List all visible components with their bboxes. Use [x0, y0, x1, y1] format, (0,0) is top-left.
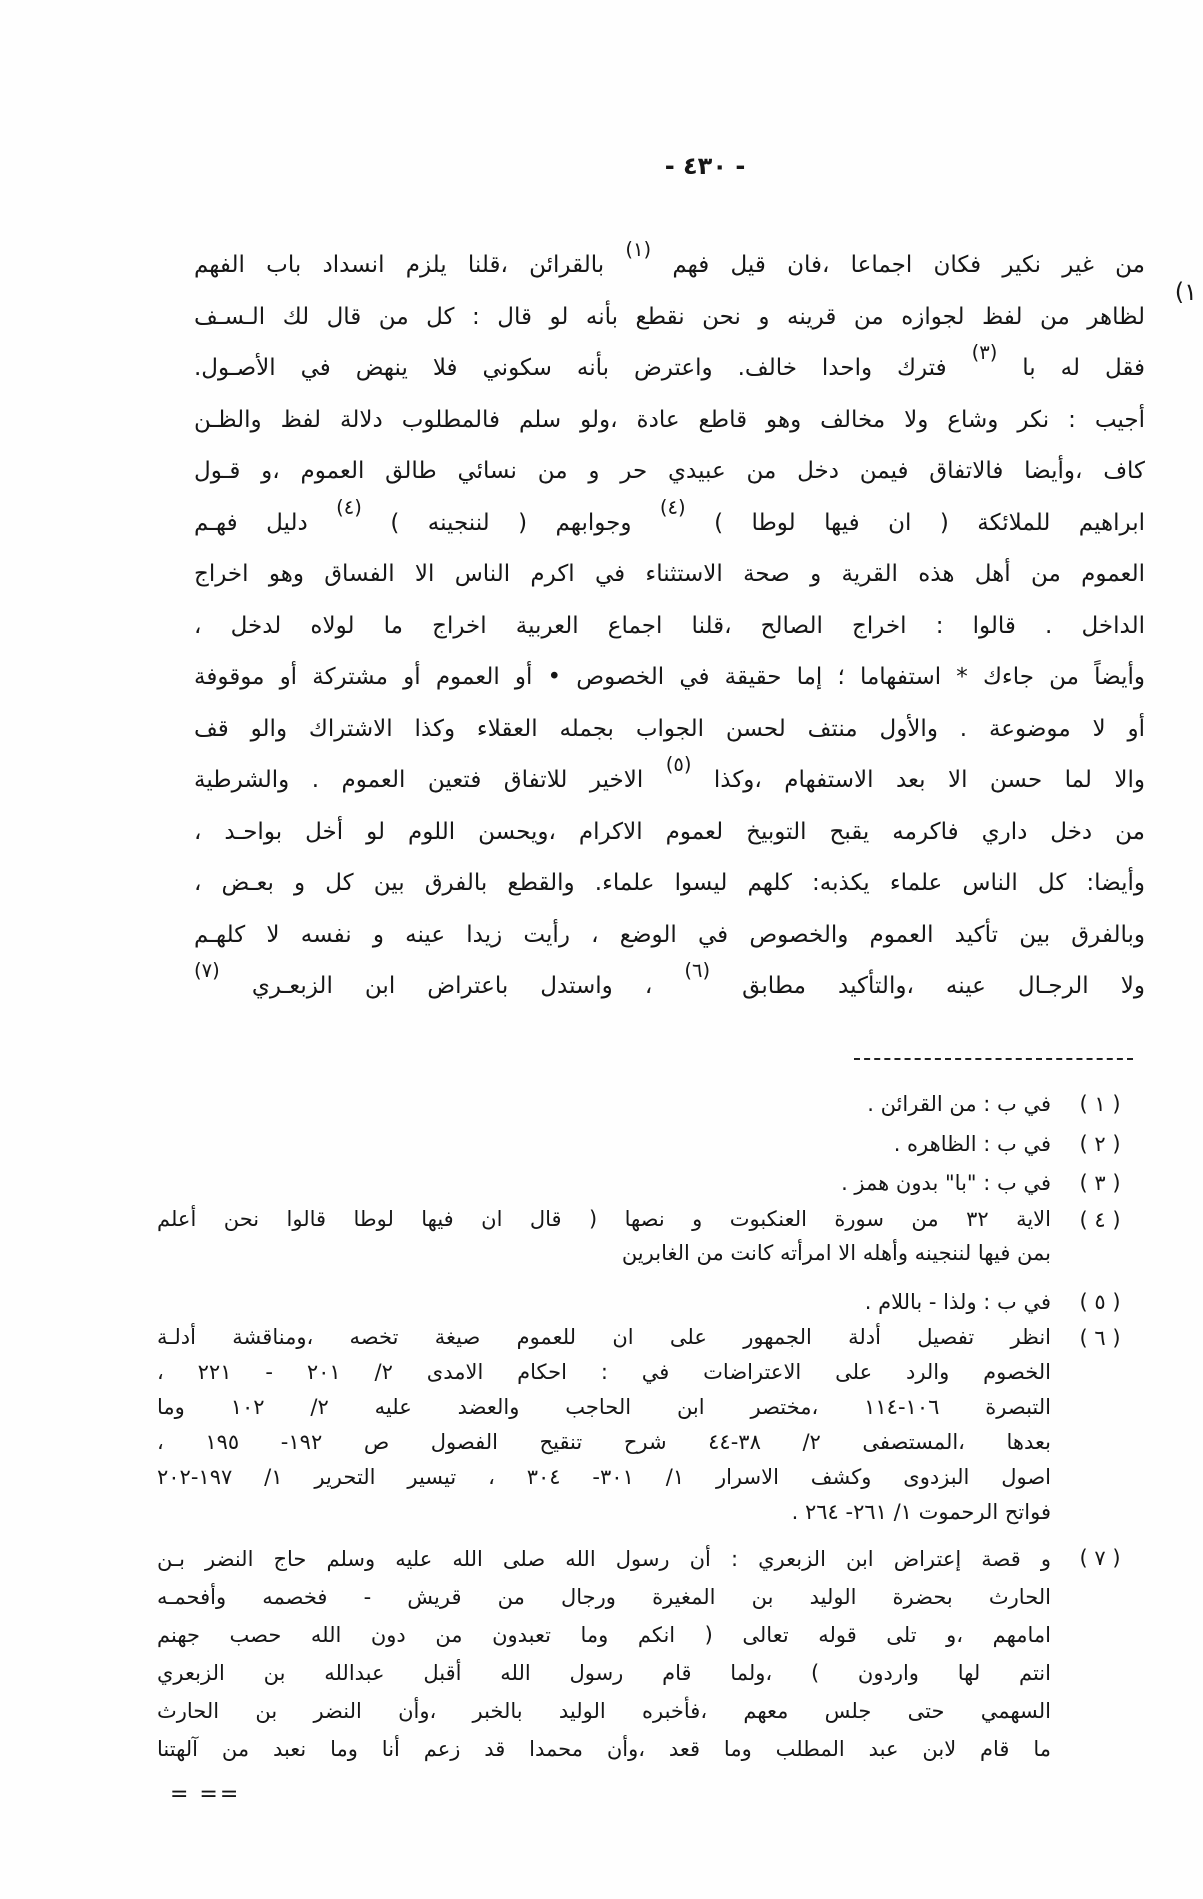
footnote-line: الاية ٣٢ من سورة العنكبوت و نصها ( قال ان فيها لوطا قالوا نحن أعلم [157, 1207, 1051, 1231]
text-segment: الداخل . قالوا : اخراج الصالح ،قلنا اجماع العربية اخراج ما لولاه لدخل ، [194, 612, 1145, 639]
footnote-line: في ب : من القرائن . [867, 1092, 1051, 1116]
text-segment: من غير نكير فكان اجماعا ،فان قيل فهم [651, 252, 1145, 278]
footnote-body [157, 1320, 1051, 1530]
footnote-line: انظر تفصيل أدلة الجمهور على ان للعموم صيغة تخصه ،ومناقشة أدلـة [157, 1325, 1051, 1349]
text-line [194, 292, 1145, 344]
text-line [194, 549, 1145, 601]
text-segment: والا لما حسن الا بعد الاستفهام ،وكذا [691, 767, 1145, 793]
text-segment: فقل له با [997, 355, 1145, 381]
footnote-ref-marker: (٤) [336, 495, 362, 519]
margin-footnote-marker: (١ [1174, 278, 1197, 306]
page-number: - ٤٣٠ - [664, 152, 746, 180]
footnote-line: امامهم ،و تلى قوله تعالى ( انكم وما تعبدون من دون الله حصب جهنم [157, 1623, 1051, 1647]
footnote-line: اصول البزدوى وكشف الاسرار ١/ ٣٠١- ٣٠٤ ، تيسير التحرير ١/ ١٩٧-٢٠٢ [157, 1465, 1051, 1489]
footnote-line: انتم لها واردون ) ،ولما قام رسول الله أقبل عبدالله بن الزبعري [157, 1661, 1051, 1685]
text-segment: دليل فهـم [194, 509, 337, 536]
footnote-body [157, 1202, 1051, 1270]
footnote-ref-marker: (٥) [665, 753, 692, 777]
text-segment: ابراهيم للملائكة ( ان فيها لوطا ) [685, 509, 1146, 536]
footnote-body [157, 1165, 1051, 1201]
text-line [194, 446, 1145, 498]
text-segment: وجوابهم ( لننجينه ) [361, 509, 660, 536]
footnote-ref-marker: (٣) [971, 341, 998, 365]
text-segment: وأيضاً من جاءك * استفهاما ؛ إما حقيقة في الخصوص • أو العموم أو مشتركة أو موقوفة [194, 664, 1145, 690]
footnote-line: السهمي حتى جلس معهم ،فأخبره الوليد بالخبر ،وأن النضر بن الحارث [157, 1699, 1051, 1723]
footnote-number: ( ٦ ) [1079, 1326, 1121, 1350]
footnote-number: ( ٥ ) [1079, 1290, 1121, 1314]
footnote-ref-marker: (٤) [659, 495, 686, 519]
footnote-number: ( ٣ ) [1079, 1171, 1121, 1195]
text-line [194, 910, 1145, 962]
text-line [194, 755, 1145, 807]
footnote-line: ما قام لابن عبد المطلب وما قعد ،وأن محمدا قد زعم أنا وما نعبد من آلهتنا [157, 1737, 1051, 1761]
footnote-line: بعدها ،المستصفى ٢/ ٣٨-٤٤ شرح تنقيح الفصول ص ١٩٢- ١٩٥ ، [157, 1430, 1052, 1454]
text-segment: الاخير للاتفاق فتعين العموم . والشرطية [194, 767, 666, 793]
text-line [194, 601, 1145, 653]
text-segment: فترك واحدا خالف. واعترض بأنه سكوني فلا ينهض في الأصـول. [194, 355, 972, 381]
footnote-line: الحارث بحضرة الوليد بن المغيرة ورجال من قريش - فخصمه وأفحمـه [157, 1585, 1051, 1609]
footnote-number: ( ٧ ) [1079, 1546, 1121, 1570]
text-line [194, 395, 1145, 447]
text-line [194, 807, 1145, 859]
text-line [194, 343, 1145, 395]
footnote-line: في ب : ولذا - باللام . [864, 1290, 1051, 1314]
text-segment: ، واستدل باعتراض ابن الزبعـري [219, 973, 685, 999]
footnote-number: ( ٢ ) [1079, 1132, 1121, 1156]
footnote-line: و قصة إعتراض ابن الزبعري : أن رسول الله صلى الله عليه وسلم حاج النضر بـن [157, 1547, 1051, 1571]
text-segment: بالقرائن ،قلنا يلزم انسداد باب الفهم [194, 252, 626, 278]
footnote-body [157, 1086, 1051, 1122]
text-segment: العموم من أهل هذه القرية و صحة الاستثناء في اكرم الناس الا الفساق وهو اخراج [194, 561, 1145, 587]
text-line [194, 495, 1146, 550]
footnote-number: ( ٤ ) [1079, 1208, 1121, 1232]
text-segment: لظاهر من لفظ لجوازه من قرينه و نحن نقطع بأنه لو قال : كل من قال لك الـسـف [194, 303, 1145, 330]
text-segment: أجيب : نكر وشاع ولا مخالف وهو قاطع عادة ،ولو سلم فالمطلوب دلالة لفظ والظـن [194, 406, 1145, 433]
text-segment: وأيضا: كل الناس علماء يكذبه: كلهم ليسوا علماء. والقطع بالفرق بين كل و بعـض ، [194, 870, 1145, 896]
text-segment: أو لا موضوعة . والأول منتف لحسن الجواب بجمله العقلاء وكذا الاشتراك والو قف [194, 715, 1145, 742]
footnote-line: الخصوم والرد على الاعتراضات في : احكام الامدى ٢/ ٢٠١ - ٢٢١ ، [157, 1360, 1052, 1384]
text-segment: من دخل داري فاكرمه يقبح التوبيخ لعموم الاكرام ،ويحسن اللوم لو أخل بواحـد ، [194, 818, 1145, 845]
footnote-ref-marker: (٦) [684, 959, 711, 983]
text-line [194, 652, 1145, 704]
footnote-ref-marker: (٧) [194, 959, 220, 983]
text-segment: ولا الرجـال عينه ،والتأكيد مطابق [710, 973, 1145, 999]
footnote-body [157, 1284, 1051, 1320]
text-segment: كاف ،وأيضا فالاتفاق فيمن دخل من عبيدي حر و من نسائي طالق العموم ،و قـول [194, 458, 1145, 484]
footnote-body [157, 1126, 1051, 1162]
text-line [194, 240, 1145, 292]
continuation-marks: = == [170, 1782, 241, 1807]
footnote-body [157, 1540, 1051, 1768]
text-line [194, 961, 1145, 1013]
footnote-line: في ب : "با" بدون همز . [841, 1171, 1051, 1195]
footnote-line: بمن فيها لننجينه وأهله الا امرأته كانت من الغابرين [621, 1241, 1051, 1265]
footnote-ref-marker: (١) [625, 238, 652, 262]
footnote-number: ( ١ ) [1079, 1092, 1121, 1116]
footnote-line: فواتح الرحموت ١/ ٢٦١- ٢٦٤ . [791, 1500, 1051, 1524]
footnote-line: في ب : الظاهره . [893, 1132, 1051, 1156]
text-line [194, 704, 1145, 756]
footnote-separator [854, 1058, 1133, 1060]
main-text-block [194, 240, 1145, 1013]
text-segment: وبالفرق بين تأكيد العموم والخصوص في الوضع ، رأيت زيدا عينه و نفسه لا كلهـم [194, 921, 1145, 948]
footnote-line: التبصرة ١٠٦-١١٤ ،مختصر ابن الحاجب والعضد عليه ٢/ ١٠٢ وما [157, 1395, 1051, 1419]
text-line [194, 858, 1145, 910]
